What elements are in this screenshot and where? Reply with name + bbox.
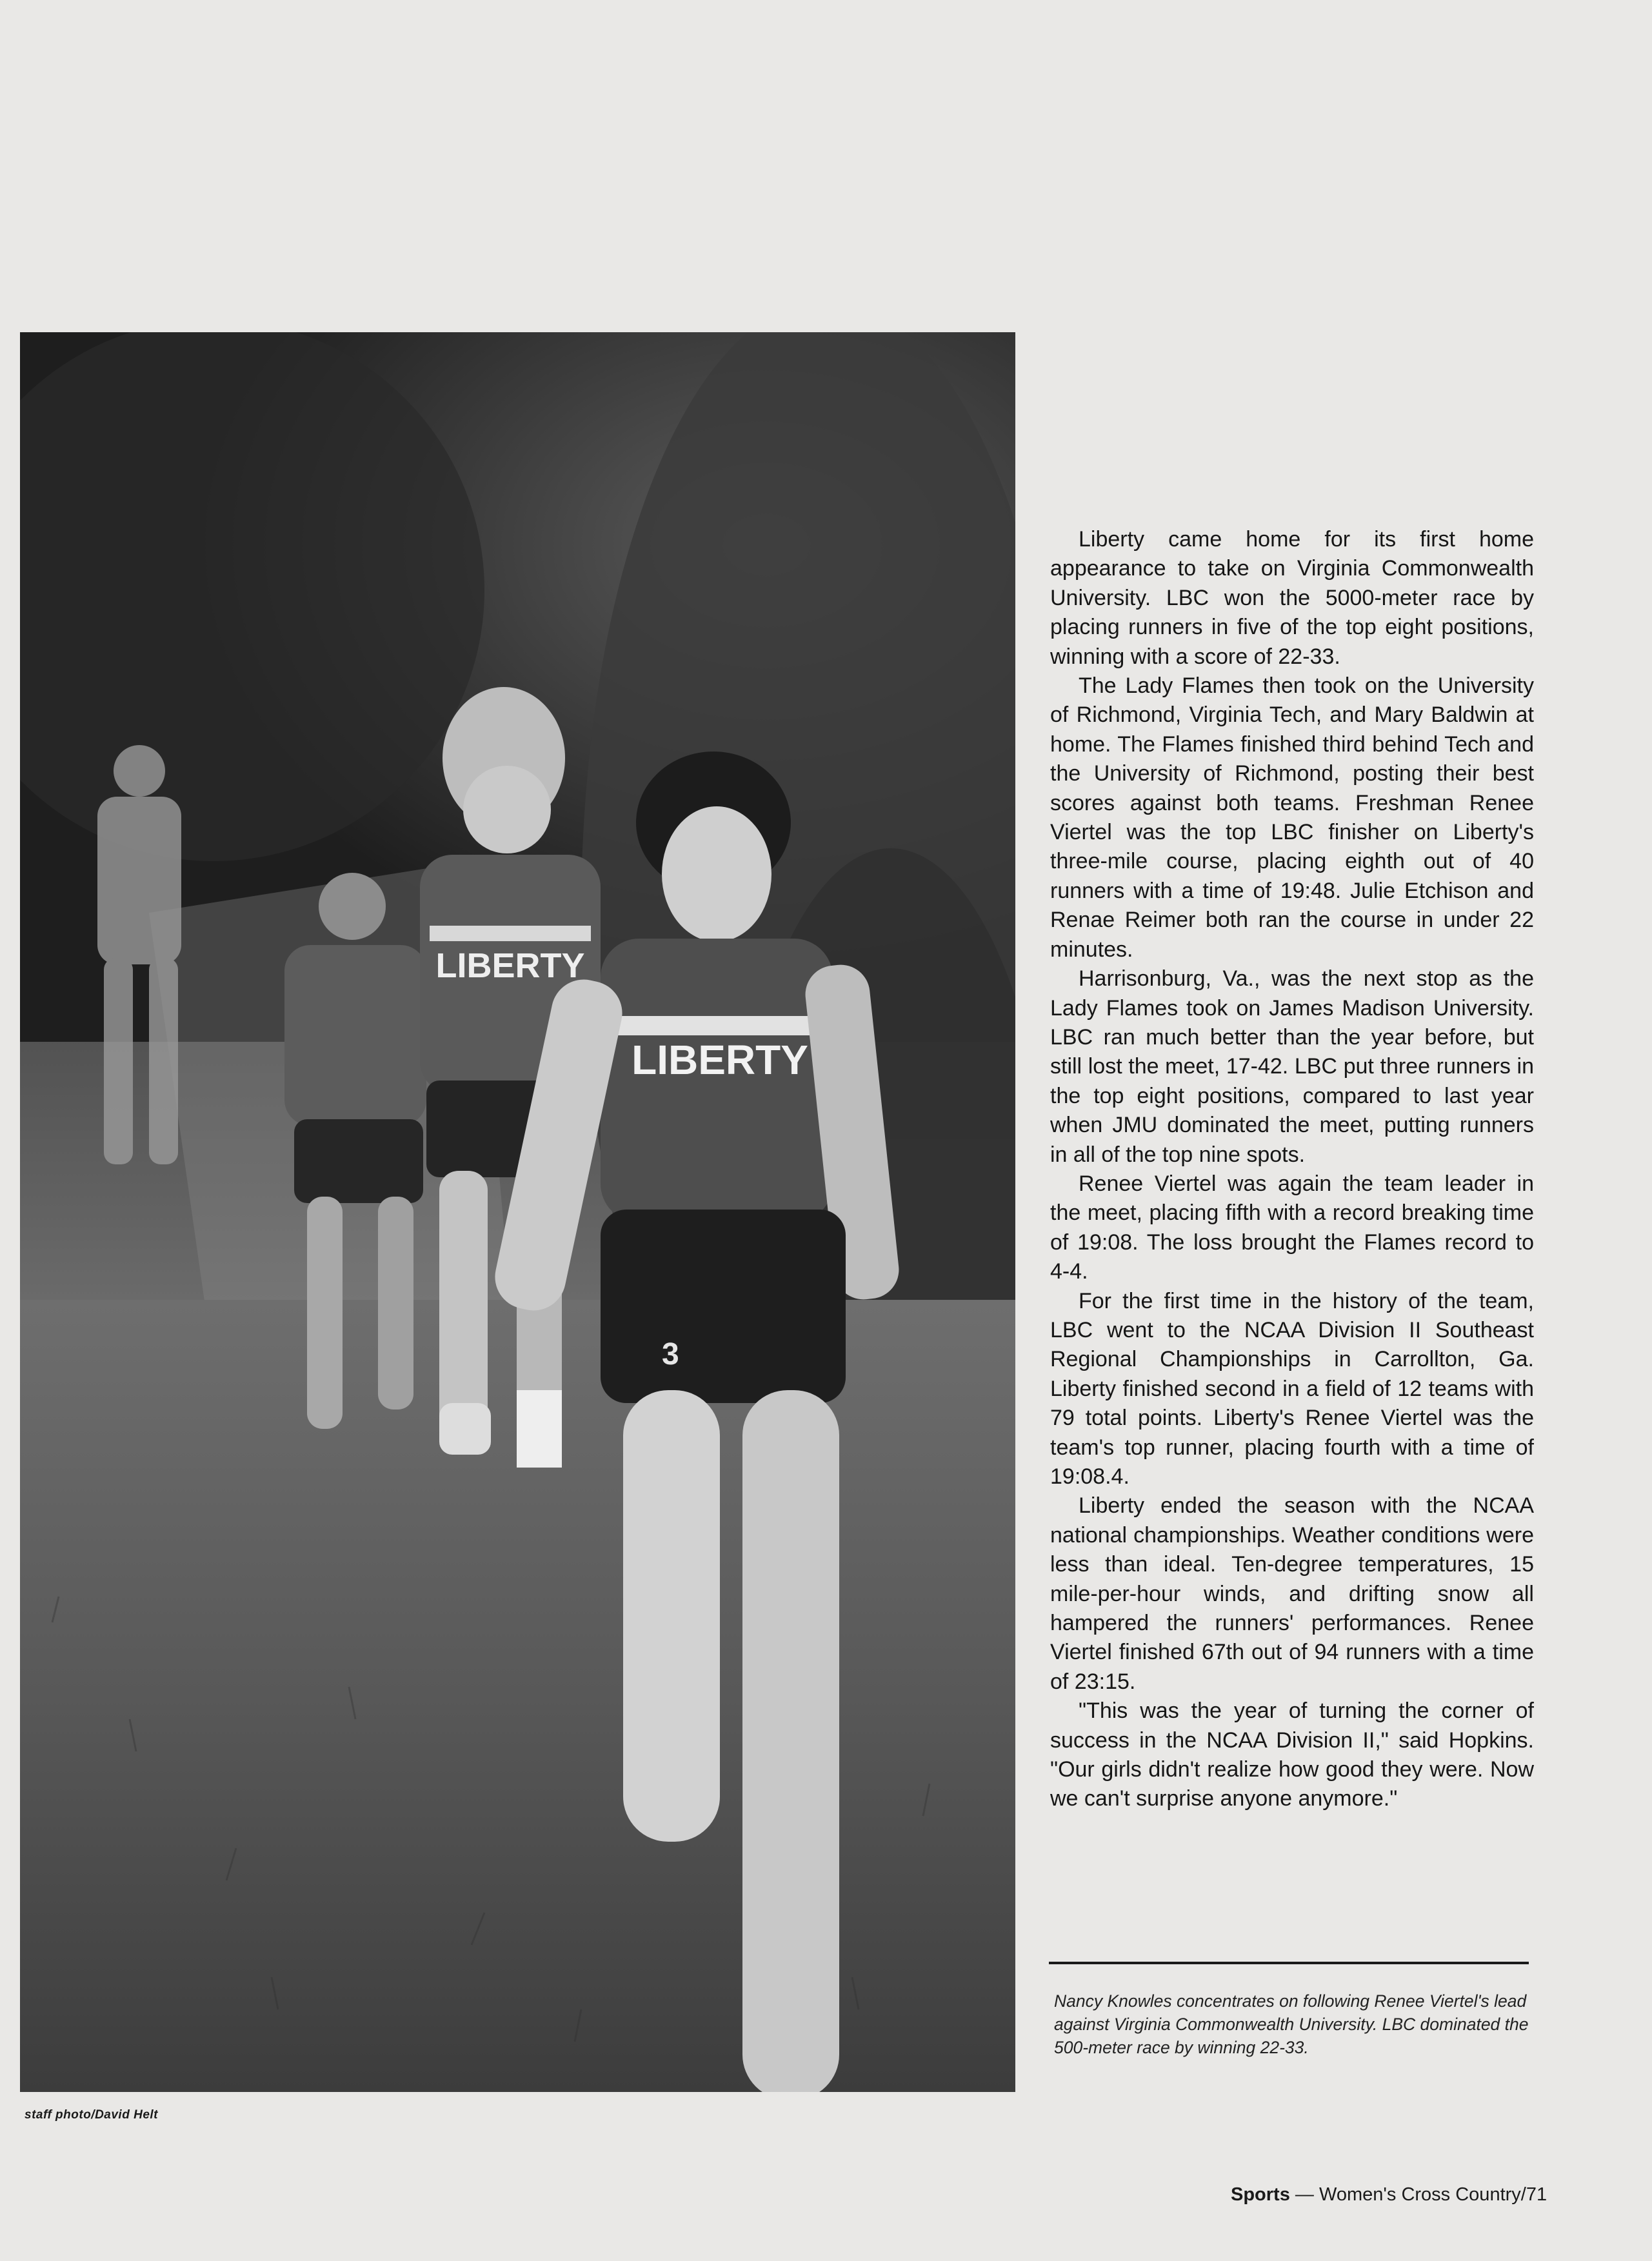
photo-credit: staff photo/David Helt xyxy=(25,2108,158,2122)
folio-separator: — xyxy=(1295,2184,1314,2205)
page-folio xyxy=(1231,2184,1547,2206)
jersey-number: 3 xyxy=(662,1337,679,1371)
folio-topic: Women's Cross Country/71 xyxy=(1319,2184,1548,2205)
article-paragraph: Harrisonburg, Va., was the next stop as the Lady Flames took on James Madison University. LBC ran much better than the year before, but still lost the meet, 17-42. LBC put three runners in the top eight positions, compared to last year when JMU dominated the meet, putting runners in all of the top nine spots. xyxy=(1050,966,1534,1167)
article-paragraph: "This was the year of turning the corner of success in the NCAA Division II," said Hopkins. "Our girls didn't realize how good they were. Now we can't surprise anyone anymore." xyxy=(1050,1698,1534,1811)
jersey-text-front: LIBERTY xyxy=(632,1037,808,1083)
folio-section: Sports xyxy=(1231,2184,1290,2205)
photo-caption: Nancy Knowles concentrates on following Renee Viertel's lead against Virginia Commonwealth University. LBC dominated the 500-meter race by winning 22-33. xyxy=(1054,1991,1529,2057)
jersey-text-back: LIBERTY xyxy=(435,946,585,985)
caption-divider xyxy=(1049,1962,1529,1964)
article-body xyxy=(1050,525,1534,1814)
article-paragraph: Renee Viertel was again the team leader in the meet, placing fifth with a record breaking time of 19:08. The loss brought the Flames record to 4-4. xyxy=(1050,1171,1534,1284)
article-paragraph: For the first time in the history of the team, LBC went to the NCAA Division II Southeast Regional Championships in Carrollton, Ga. Liberty finished second in a field of 12 teams with 79 total points. Liberty's Renee Viertel was the team's top runner, placing fourth with a time of 19:08.4. xyxy=(1050,1288,1534,1489)
runners-photo-illustration xyxy=(20,332,1015,2092)
cross-country-photo xyxy=(20,332,1015,2092)
article-paragraph: Liberty came home for its first home appearance to take on Virginia Commonwealth University. LBC won the 5000-meter race by placing runners in five of the top eight positions, winning with a score of 22-33. xyxy=(1050,527,1534,669)
article-paragraph: Liberty ended the season with the NCAA national championships. Weather conditions were less than ideal. Ten-degree temperatures, 15 mile-per-hour winds, and drifting snow all hampered the runners' performances. Renee Viertel finished 67th out of 94 runners with a time of 23:15. xyxy=(1050,1493,1534,1694)
article-paragraph: The Lady Flames then took on the University of Richmond, Virginia Tech, and Mary Baldwin at home. The Flames finished third behind Tech and the University of Richmond, posting their best scores against both teams. Freshman Renee Viertel was the top LBC finisher on Liberty's three-mile course, placing eighth out of 40 runners with a time of 19:48. Julie Etchison and Renae Reimer both ran the course in under 22 minutes. xyxy=(1050,673,1534,962)
